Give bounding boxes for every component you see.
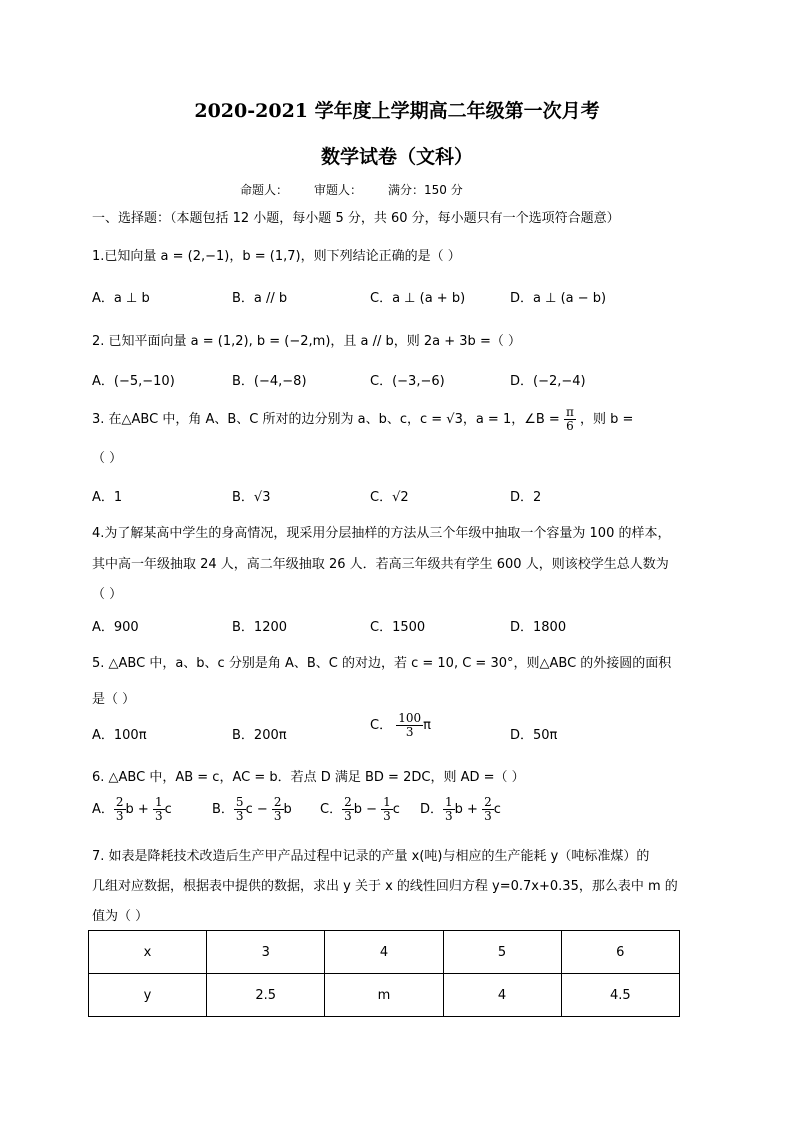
q6-a-frac-1	[114, 796, 126, 823]
q5-options	[92, 711, 712, 768]
q3-angle-denominator: 6	[566, 419, 574, 433]
q7-line-2: 几组对应数据，根据表中提供的数据，求出 y 关于 x 的线性回归方程 y=0.7x+0.35，那么表中 m 的	[92, 879, 678, 894]
q5-option-d[interactable]: D．50π	[510, 728, 558, 743]
q4-option-a[interactable]: A．900	[92, 620, 139, 635]
q6-b-frac-1	[234, 796, 246, 823]
q4-paren: （ ）	[92, 587, 123, 602]
q6-d-n2: 2	[484, 795, 492, 809]
q6-c-v1: b −	[353, 802, 382, 817]
q6-b-v2: b	[283, 802, 292, 817]
q1-stem: 1.已知向量 a = (2,−1)，b = (1,7)，则下列结论正确的是（ ）	[92, 249, 461, 264]
q6-a-v2: c	[164, 802, 172, 817]
table-cell: 6	[561, 931, 679, 974]
table-cell: x	[89, 931, 207, 974]
table-row	[89, 974, 680, 1017]
q6-d-v2: c	[493, 802, 501, 817]
q5-option-c[interactable]	[370, 712, 431, 739]
q5-line-2: 是（ ）	[92, 692, 136, 707]
q1-option-b[interactable]: B．a // b	[232, 291, 288, 306]
q5-frac-numerator: 100	[398, 711, 422, 725]
q4-option-d[interactable]: D．1800	[510, 620, 567, 635]
q2-option-c[interactable]: C．(−3,−6)	[370, 374, 445, 389]
q6-d-frac-1	[443, 796, 455, 823]
table-cell: 3	[207, 931, 325, 974]
q2-option-d[interactable]: D．(−2,−4)	[510, 374, 586, 389]
meta-reviewer: 审题人：	[314, 183, 363, 197]
meta-author: 命题人：	[240, 183, 289, 197]
q6-a-n2: 1	[154, 795, 163, 809]
q6-option-c[interactable]	[320, 796, 400, 823]
q6-d-n1: 1	[445, 795, 453, 809]
q6-b-label: B．	[212, 802, 234, 817]
q3-option-b[interactable]: B．√3	[232, 490, 271, 505]
q4-option-c[interactable]: C．1500	[370, 620, 426, 635]
table-cell: 5	[443, 931, 561, 974]
q3-option-c[interactable]: C．√2	[370, 490, 409, 505]
table-cell: m	[325, 974, 443, 1017]
q2-option-b[interactable]: B．(−4,−8)	[232, 374, 307, 389]
q6-option-b[interactable]	[212, 796, 292, 823]
exam-title: 2020-2021 学年度上学期高二年级第一次月考	[194, 100, 600, 122]
section-heading: 一、选择题：（本题包括 12 小题，每小题 5 分，共 60 分，每小题只有一个选项符合题意）	[92, 211, 620, 226]
q6-c-d2: 3	[383, 809, 391, 823]
q6-c-label: C．	[320, 802, 343, 817]
q3-stem-prefix: 3. 在△ABC 中，角 A、B、C 所对的边分别为 a、b、c，c = √3，a = 1，∠B =	[92, 412, 560, 427]
table-cell: 4.5	[561, 974, 679, 1017]
q7-line-3: 值为（ ）	[92, 909, 149, 924]
table-row	[89, 931, 680, 974]
q3-option-a[interactable]: A．1	[92, 490, 123, 505]
q2-stem: 2. 已知平面向量 a = (1,2), b = (−2,m)，且 a // b，则 2a + 3b =（ ）	[92, 334, 521, 349]
q6-d-label: D．	[420, 802, 444, 817]
q5-option-c-label: C．	[370, 718, 393, 733]
q3-paren: （ ）	[92, 451, 123, 466]
q6-b-v1: c −	[245, 802, 272, 817]
table-cell: 4	[325, 931, 443, 974]
meta-score: 满分：150 分	[388, 183, 463, 197]
table-cell: y	[89, 974, 207, 1017]
q3-stem	[92, 406, 712, 433]
q3-angle-numerator: π	[565, 405, 574, 419]
q3-stem-suffix: ，则 b =	[580, 412, 634, 427]
q6-c-n2: 1	[383, 795, 391, 809]
q6-c-n1: 2	[344, 795, 352, 809]
q6-b-d2: 3	[273, 809, 282, 823]
q6-d-d2: 3	[484, 809, 492, 823]
q6-option-a[interactable]	[92, 796, 172, 823]
q4-line-1: 4.为了解某高中学生的身高情况，现采用分层抽样的方法从三个年级中抽取一个容量为 100 的样本，	[92, 526, 671, 541]
q6-a-n1: 2	[115, 795, 124, 809]
q5-frac-denominator: 3	[405, 725, 414, 739]
q6-b-d1: 3	[235, 809, 244, 823]
table-cell: 2.5	[207, 974, 325, 1017]
q3-angle-fraction	[564, 406, 576, 433]
q3-option-d[interactable]: D．2	[510, 490, 542, 505]
q1-option-d[interactable]: D．a ⊥ (a − b)	[510, 291, 607, 306]
q6-a-d1: 3	[115, 809, 124, 823]
q4-option-b[interactable]: B．1200	[232, 620, 288, 635]
q6-c-v2: c	[392, 802, 400, 817]
q6-a-d2: 3	[154, 809, 163, 823]
q1-option-c[interactable]: C．a ⊥ (a + b)	[370, 291, 466, 306]
q7-line-1: 7. 如表是降耗技术改造后生产甲产品过程中记录的产量 x(吨)与相应的生产能耗 y（吨标准煤）的	[92, 849, 650, 864]
q6-b-n2: 2	[273, 795, 282, 809]
q6-d-frac-2	[482, 796, 494, 823]
q5-line-1: 5. △ABC 中，a、b、c 分别是角 A、B、C 的对边，若 c = 10, C = 30°，则△ABC 的外接圆的面积	[92, 656, 672, 671]
q6-a-frac-2	[153, 796, 165, 823]
exam-meta	[240, 181, 489, 198]
q6-options	[92, 796, 712, 836]
q6-c-frac-2	[381, 796, 393, 823]
q6-c-d1: 3	[344, 809, 352, 823]
table-cell: 4	[443, 974, 561, 1017]
q5-option-a[interactable]: A．100π	[92, 728, 147, 743]
q6-a-label: A．	[92, 802, 114, 817]
q5-option-b[interactable]: B．200π	[232, 728, 287, 743]
q6-a-v1: b +	[125, 802, 153, 817]
q6-b-frac-2	[272, 796, 284, 823]
q7-data-table	[88, 930, 680, 1017]
q6-stem: 6. △ABC 中，AB = c，AC = b．若点 D 满足 BD = 2DC，则 AD =（ ）	[92, 770, 525, 785]
q6-c-frac-1	[342, 796, 354, 823]
q5-option-c-fraction	[396, 712, 423, 739]
q5-frac-tail: π	[423, 718, 431, 733]
q2-option-a[interactable]: A．(−5,−10)	[92, 374, 175, 389]
q6-b-n1: 5	[235, 795, 244, 809]
exam-subtitle: 数学试卷（文科）	[320, 146, 473, 168]
q6-option-d[interactable]	[420, 796, 501, 823]
q1-option-a[interactable]: A．a ⊥ b	[92, 291, 150, 306]
q6-d-d1: 3	[445, 809, 453, 823]
q6-d-v1: b +	[454, 802, 483, 817]
q4-line-2: 其中高一年级抽取 24 人，高二年级抽取 26 人．若高三年级共有学生 600 人，则该校学生总人数为	[92, 557, 669, 572]
